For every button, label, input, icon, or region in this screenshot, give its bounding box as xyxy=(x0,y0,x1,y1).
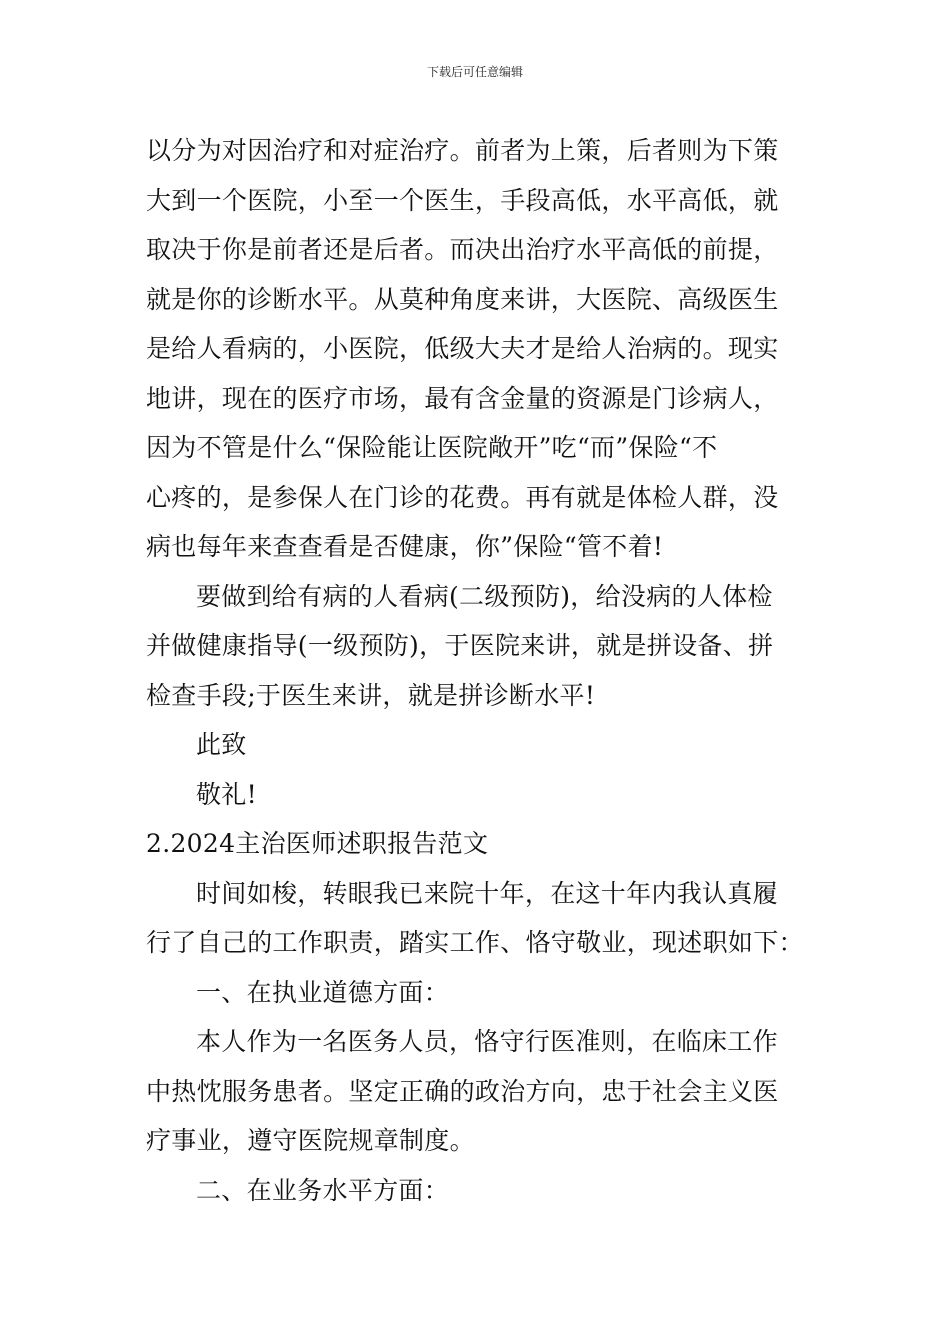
text-line: 因为不管是什么“保险能让医院敞开”吃“而”保险“不 xyxy=(146,433,718,462)
text-line: 以分为对因治疗和对症治疗。前者为上策，后者则为下策 xyxy=(146,136,779,165)
text-line: 取决于你是前者还是后者。而决出治疗水平高低的前提， xyxy=(146,235,779,264)
paragraph-start-line: 时间如梭，转眼我已来院十年，在这十年内我认真履 xyxy=(196,878,778,908)
text-line: 中热忱服务患者。坚定正确的政治方向，忠于社会主义医 xyxy=(146,1076,779,1106)
closing-salutation: 此致 xyxy=(196,730,247,759)
closing-regards: 敬礼! xyxy=(196,779,257,809)
text-line: 病也每年来查查看是否健康，你”保险“管不着! xyxy=(146,532,664,561)
paragraph-start-line: 本人作为一名医务人员，恪守行医准则，在临床工作 xyxy=(196,1027,778,1056)
text-line: 行了自己的工作职责，踏实工作、恪守敬业，现述职如下： xyxy=(146,928,804,957)
subsection-heading: 一、在执业道德方面： xyxy=(196,977,450,1007)
text-line: 大到一个医院，小至一个医生，手段高低，水平高低，就 xyxy=(146,185,779,215)
text-line: 疗事业，遵守医院规章制度。 xyxy=(146,1126,475,1155)
text-line: 心疼的，是参保人在门诊的花费。再有就是体检人群，没 xyxy=(146,482,779,512)
document-body xyxy=(146,126,806,1215)
section-heading: 2.2024主治医师述职报告范文 xyxy=(146,829,489,858)
paragraph-start-line: 要做到给有病的人看病(二级预防)，给没病的人体检 xyxy=(196,581,773,611)
page-header: 下载后可任意编辑 xyxy=(426,65,523,79)
text-line: 地讲，现在的医疗市场，最有含金量的资源是门诊病人， xyxy=(146,383,779,413)
text-line: 就是你的诊断水平。从莫种角度来讲，大医院、高级医生 xyxy=(146,284,779,314)
subsection-heading: 二、在业务水平方面： xyxy=(196,1175,450,1205)
text-line: 检查手段;于医生来讲，就是拼诊断水平! xyxy=(146,680,596,710)
text-line: 是给人看病的，小医院，低级大夫才是给人治病的。现实 xyxy=(146,334,779,363)
text-line: 并做健康指导(一级预防)，于医院来讲，就是拼设备、拼 xyxy=(146,631,774,660)
